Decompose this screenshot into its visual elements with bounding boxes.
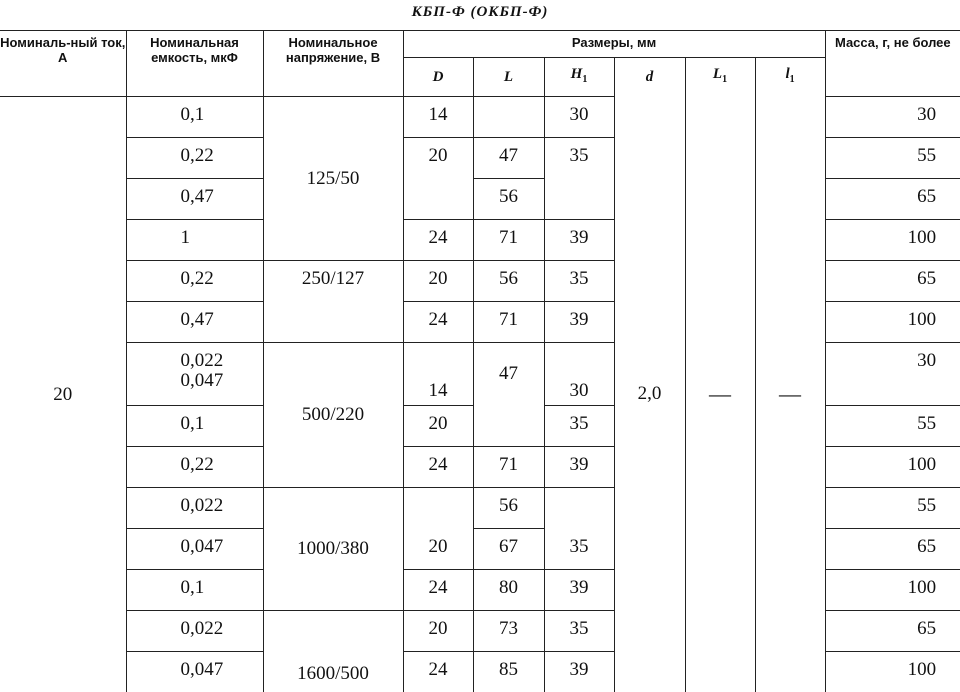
voltage-cell: 250/127 [263,261,403,343]
header-current: Номиналь-ный ток, А [0,31,126,97]
mass-cell: 100 [825,447,960,488]
H1-cell [544,179,614,220]
capacity-cell: 0,47 [126,179,263,220]
H1-cell: 39 [544,570,614,611]
H1-cell: 35 [544,261,614,302]
voltage-cell: 1600/500 [263,611,403,692]
mass-cell: 65 [825,529,960,570]
mass-cell: 100 [825,570,960,611]
D-cell: 20 [403,261,473,302]
D-cell: 20 [403,406,473,447]
mass-cell: 100 [825,302,960,343]
capacity-cell: 1 [126,220,263,261]
L1-cell: — [685,97,755,692]
capacity-cell: 0,1 [126,406,263,447]
L-cell: 56 [473,488,544,529]
mass-cell: 55 [825,488,960,529]
L-cell [473,97,544,138]
L-cell: 67 [473,529,544,570]
mass-cell: 65 [825,179,960,220]
voltage-cell: 1000/380 [263,488,403,611]
H1-cell: 35 [544,406,614,447]
D-cell [403,488,473,529]
capacity-cell: 0,022 [126,488,263,529]
L-cell [473,406,544,447]
header-L1: $L_1$ [685,58,755,97]
L-cell: 47 [473,343,544,406]
capacity-cell: 0,1 [126,97,263,138]
H1-cell: 39 [544,447,614,488]
L-cell: 56 [473,261,544,302]
H1-cell: 35 [544,138,614,179]
mass-cell: 100 [825,220,960,261]
L-cell: 73 [473,611,544,652]
header-L: L [473,58,544,97]
capacity-cell: 0,22 [126,447,263,488]
D-cell: 20 [403,529,473,570]
table-row [0,97,960,138]
capacitor-table [0,30,960,692]
H1-cell: 30 [544,343,614,406]
L-cell: 47 [473,138,544,179]
L-cell: 80 [473,570,544,611]
mass-cell: 65 [825,611,960,652]
L-cell: 85 [473,652,544,692]
mass-cell: 100 [825,652,960,692]
header-voltage: Номинальное напряжение, В [263,31,403,97]
voltage-cell: 125/50 [263,97,403,261]
L-cell: 71 [473,447,544,488]
table-caption: КБП-Ф (ОКБП-Ф) [0,4,960,21]
D-cell: 20 [403,611,473,652]
D-cell: 14 [403,97,473,138]
capacity-cell: 0,047 [126,529,263,570]
D-cell: 20 [403,138,473,179]
D-cell: 24 [403,652,473,692]
D-cell: 24 [403,220,473,261]
H1-cell: 39 [544,302,614,343]
D-cell: 24 [403,302,473,343]
L-cell: 71 [473,302,544,343]
current-cell: 20 [0,97,126,692]
H1-cell: 35 [544,611,614,652]
capacity-cell: 0,1 [126,570,263,611]
capacity-cell: 0,047 [126,652,263,692]
header-mass: Масса, г, не более [825,31,960,97]
L-cell: 56 [473,179,544,220]
H1-cell: 39 [544,220,614,261]
capacity-cell: 0,22 [126,261,263,302]
mass-cell: 55 [825,138,960,179]
H1-cell: 35 [544,529,614,570]
H1-cell: 30 [544,97,614,138]
D-cell: 14 [403,343,473,406]
header-H1: $H_1$ [544,58,614,97]
mass-cell: 30 [825,343,960,406]
mass-cell: 55 [825,406,960,447]
mass-cell: 65 [825,261,960,302]
d-cell: 2,0 [614,97,685,692]
header-D: D [403,58,473,97]
l1-cell: — [755,97,825,692]
D-cell [403,179,473,220]
mass-cell: 30 [825,97,960,138]
H1-cell [544,488,614,529]
L-cell: 71 [473,220,544,261]
capacity-cell: 0,022 [126,611,263,652]
D-cell: 24 [403,570,473,611]
D-cell: 24 [403,447,473,488]
capacity-cell: 0,47 [126,302,263,343]
voltage-cell: 500/220 [263,343,403,488]
header-dimensions: Размеры, мм [403,31,825,58]
header-l1: $l_1$ [755,58,825,97]
H1-cell: 39 [544,652,614,692]
header-d: d [614,58,685,97]
capacity-cell: 0,022 0,047 [126,343,263,406]
capacity-cell: 0,22 [126,138,263,179]
header-capacity: Номинальная емкость, мкФ [126,31,263,97]
